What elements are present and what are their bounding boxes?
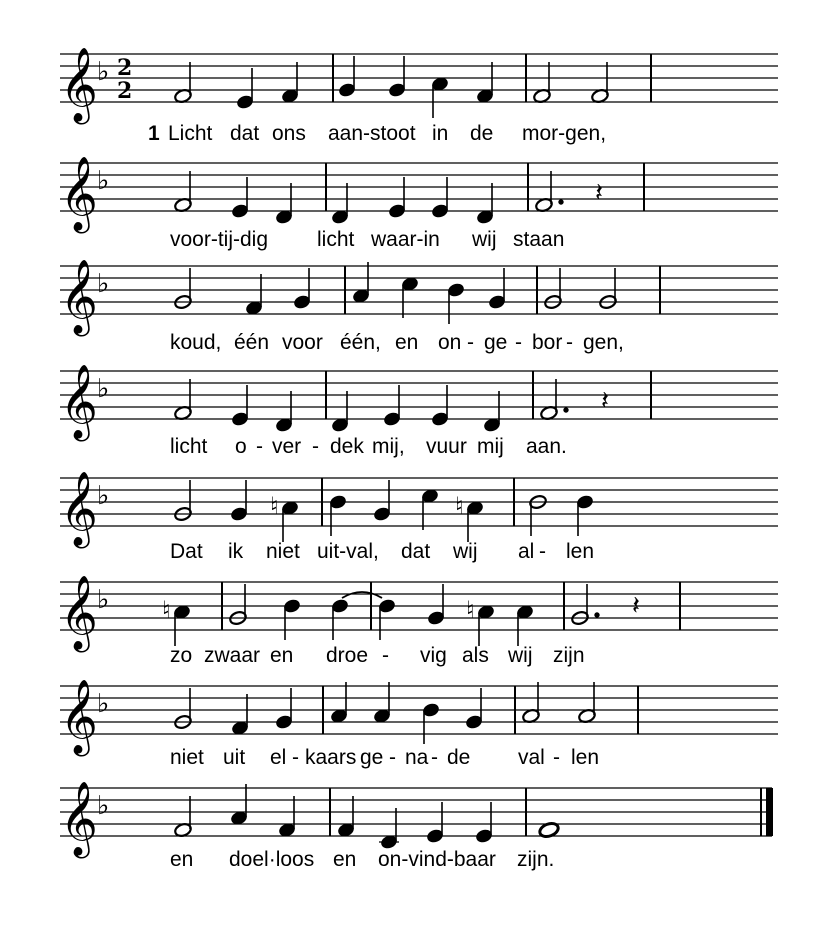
notes [174,784,773,850]
lyric-syllable: ge [360,746,384,769]
notes [174,682,638,744]
lyric-syllable: wij [508,644,533,667]
lyric-syllable: na [405,746,429,769]
staff-system-5 [60,472,778,563]
staff-lines [60,686,778,734]
lyric-syllable: bor [532,331,563,354]
lyric-syllable: en [270,644,294,667]
lyric-syllable: waar-in [371,228,440,251]
notes [174,54,651,118]
lyric-syllable: uit-val, [317,540,379,563]
lyric-line-8 [170,848,554,871]
staff-system-2 [60,157,778,251]
lyric-syllable: o [235,435,247,458]
lyric-syllable: en [395,331,419,354]
lyric-line-4 [170,435,567,458]
staff-lines [60,163,778,211]
lyric-syllable: Dat [170,540,203,563]
staff-lines [60,371,778,419]
lyric-syllable: ons [272,122,306,145]
lyric-syllable: zo [170,644,193,667]
lyric-syllable: vuur [426,435,467,458]
lyric-line-1 [168,122,606,145]
notes [162,582,680,646]
lyric-syllable: en [170,848,194,871]
notes [174,371,651,433]
treble-clef-icon: 𝄞 [60,576,98,650]
lyric-line-3 [170,331,624,354]
lyric-syllable: al [518,540,535,563]
notes [174,163,644,225]
lyric-hyphen: - [389,746,396,769]
staff-system-1 [60,48,778,145]
lyric-syllable: gen, [583,331,624,354]
lyric-syllable: val [518,746,545,769]
lyric-syllable: droe [326,644,369,667]
lyric-syllable: on-vind-baar [378,848,496,871]
lyric-syllable: ik [228,540,244,563]
lyric-hyphen: - [566,331,573,354]
treble-clef-icon: 𝄞 [60,680,98,754]
flat-sign-icon: ♭ [97,166,110,196]
tie [342,592,382,598]
lyric-hyphen: - [539,540,546,563]
lyric-line-6 [170,644,585,667]
flat-sign-icon: ♭ [97,269,110,299]
flat-sign-icon: ♭ [97,791,110,821]
flat-sign-icon: ♭ [97,57,110,87]
lyric-syllable: één, [340,331,381,354]
notes [174,478,594,542]
verse-number: 1 [148,122,160,145]
time-signature-denominator: 2 [117,78,133,104]
lyric-syllable: als [462,644,489,667]
treble-clef-icon: 𝄞 [60,782,98,856]
lyric-line-5 [170,540,594,563]
lyric-syllable: uit [223,746,246,769]
lyric-syllable: mij [477,435,504,458]
lyric-hyphen: - [515,331,522,354]
staff-lines [60,478,778,526]
augmentation-dot [564,408,568,412]
lyric-syllable: len [566,540,595,563]
lyric-syllable: wij [472,228,497,251]
lyric-syllable: voor [282,331,323,354]
lyric-syllable: staan [513,228,565,251]
lyric-hyphen: - [292,746,299,769]
lyric-syllable: licht [170,435,208,458]
lyric-syllable: dat [401,540,431,563]
lyric-syllable: licht [317,228,355,251]
quarter-rest-icon: 𝄽 [632,591,640,621]
lyric-syllable: mor-gen, [522,122,607,145]
staff-lines [60,54,778,102]
quarter-rest-icon: 𝄽 [601,386,609,416]
lyric-syllable: koud, [170,331,222,354]
lyric-syllable: één [234,331,270,354]
natural-sign-icon: ♮ [466,596,475,624]
final-barline-thick [766,788,773,836]
lyric-syllable: niet [266,540,300,563]
lyric-syllable: aan. [526,435,567,458]
flat-sign-icon: ♭ [97,585,110,615]
lyric-syllable: el [270,746,287,769]
lyric-syllable: wij [453,540,478,563]
augmentation-dot [595,613,599,617]
lyric-syllable: dek [330,435,364,458]
treble-clef-icon: 𝄞 [60,157,98,231]
lyric-hyphen: - [256,435,263,458]
staff-system-3 [60,260,778,354]
lyric-syllable: vig [420,644,447,667]
treble-clef-icon: 𝄞 [60,365,98,439]
treble-clef-icon: 𝄞 [60,48,98,122]
lyric-hyphen: - [467,331,474,354]
lyric-syllable: len [571,746,600,769]
flat-sign-icon: ♭ [97,374,110,404]
staff-system-8 [60,782,773,871]
lyric-syllable: doel·loos [229,848,315,871]
staff-system-7 [60,680,778,769]
natural-sign-icon: ♮ [162,596,171,624]
staff-lines [60,788,772,836]
time-signature-numerator: 2 [117,55,133,81]
lyric-syllable: voor-tij-dig [170,228,269,251]
lyric-hyphen: - [312,435,319,458]
lyric-hyphen: - [431,746,438,769]
lyric-syllable: zwaar [204,644,261,667]
lyric-syllable: de [447,746,471,769]
lyric-syllable: zijn [553,644,585,667]
lyric-syllable: Licht [168,122,213,145]
notes [174,262,660,324]
lyric-syllable: zijn. [517,848,555,871]
lyric-syllable: ge [484,331,508,354]
lyric-syllable: en [333,848,357,871]
staff-system-4 [60,365,778,458]
lyric-syllable: aan-stoot [328,122,416,145]
quarter-rest-icon: 𝄽 [595,178,603,208]
lyric-syllable: in [432,122,449,145]
flat-sign-icon: ♭ [97,481,110,511]
lyric-syllable: kaars [305,746,357,769]
lyric-line-7 [170,746,599,769]
lyric-hyphen: - [553,746,560,769]
lyric-line-2 [170,228,564,251]
lyric-syllable: dat [230,122,260,145]
lyric-hyphen: - [382,644,389,667]
staff-system-6 [60,576,778,667]
lyric-syllable: niet [170,746,204,769]
flat-sign-icon: ♭ [97,689,110,719]
lyric-syllable: on [438,331,462,354]
treble-clef-icon: 𝄞 [60,472,98,546]
staff-lines [60,266,778,314]
lyric-syllable: de [470,122,494,145]
augmentation-dot [559,200,563,204]
treble-clef-icon: 𝄞 [60,260,98,334]
lyric-syllable: mij, [372,435,405,458]
natural-sign-icon: ♮ [455,492,464,520]
lyric-syllable: ver [272,435,302,458]
natural-sign-icon: ♮ [270,492,279,520]
